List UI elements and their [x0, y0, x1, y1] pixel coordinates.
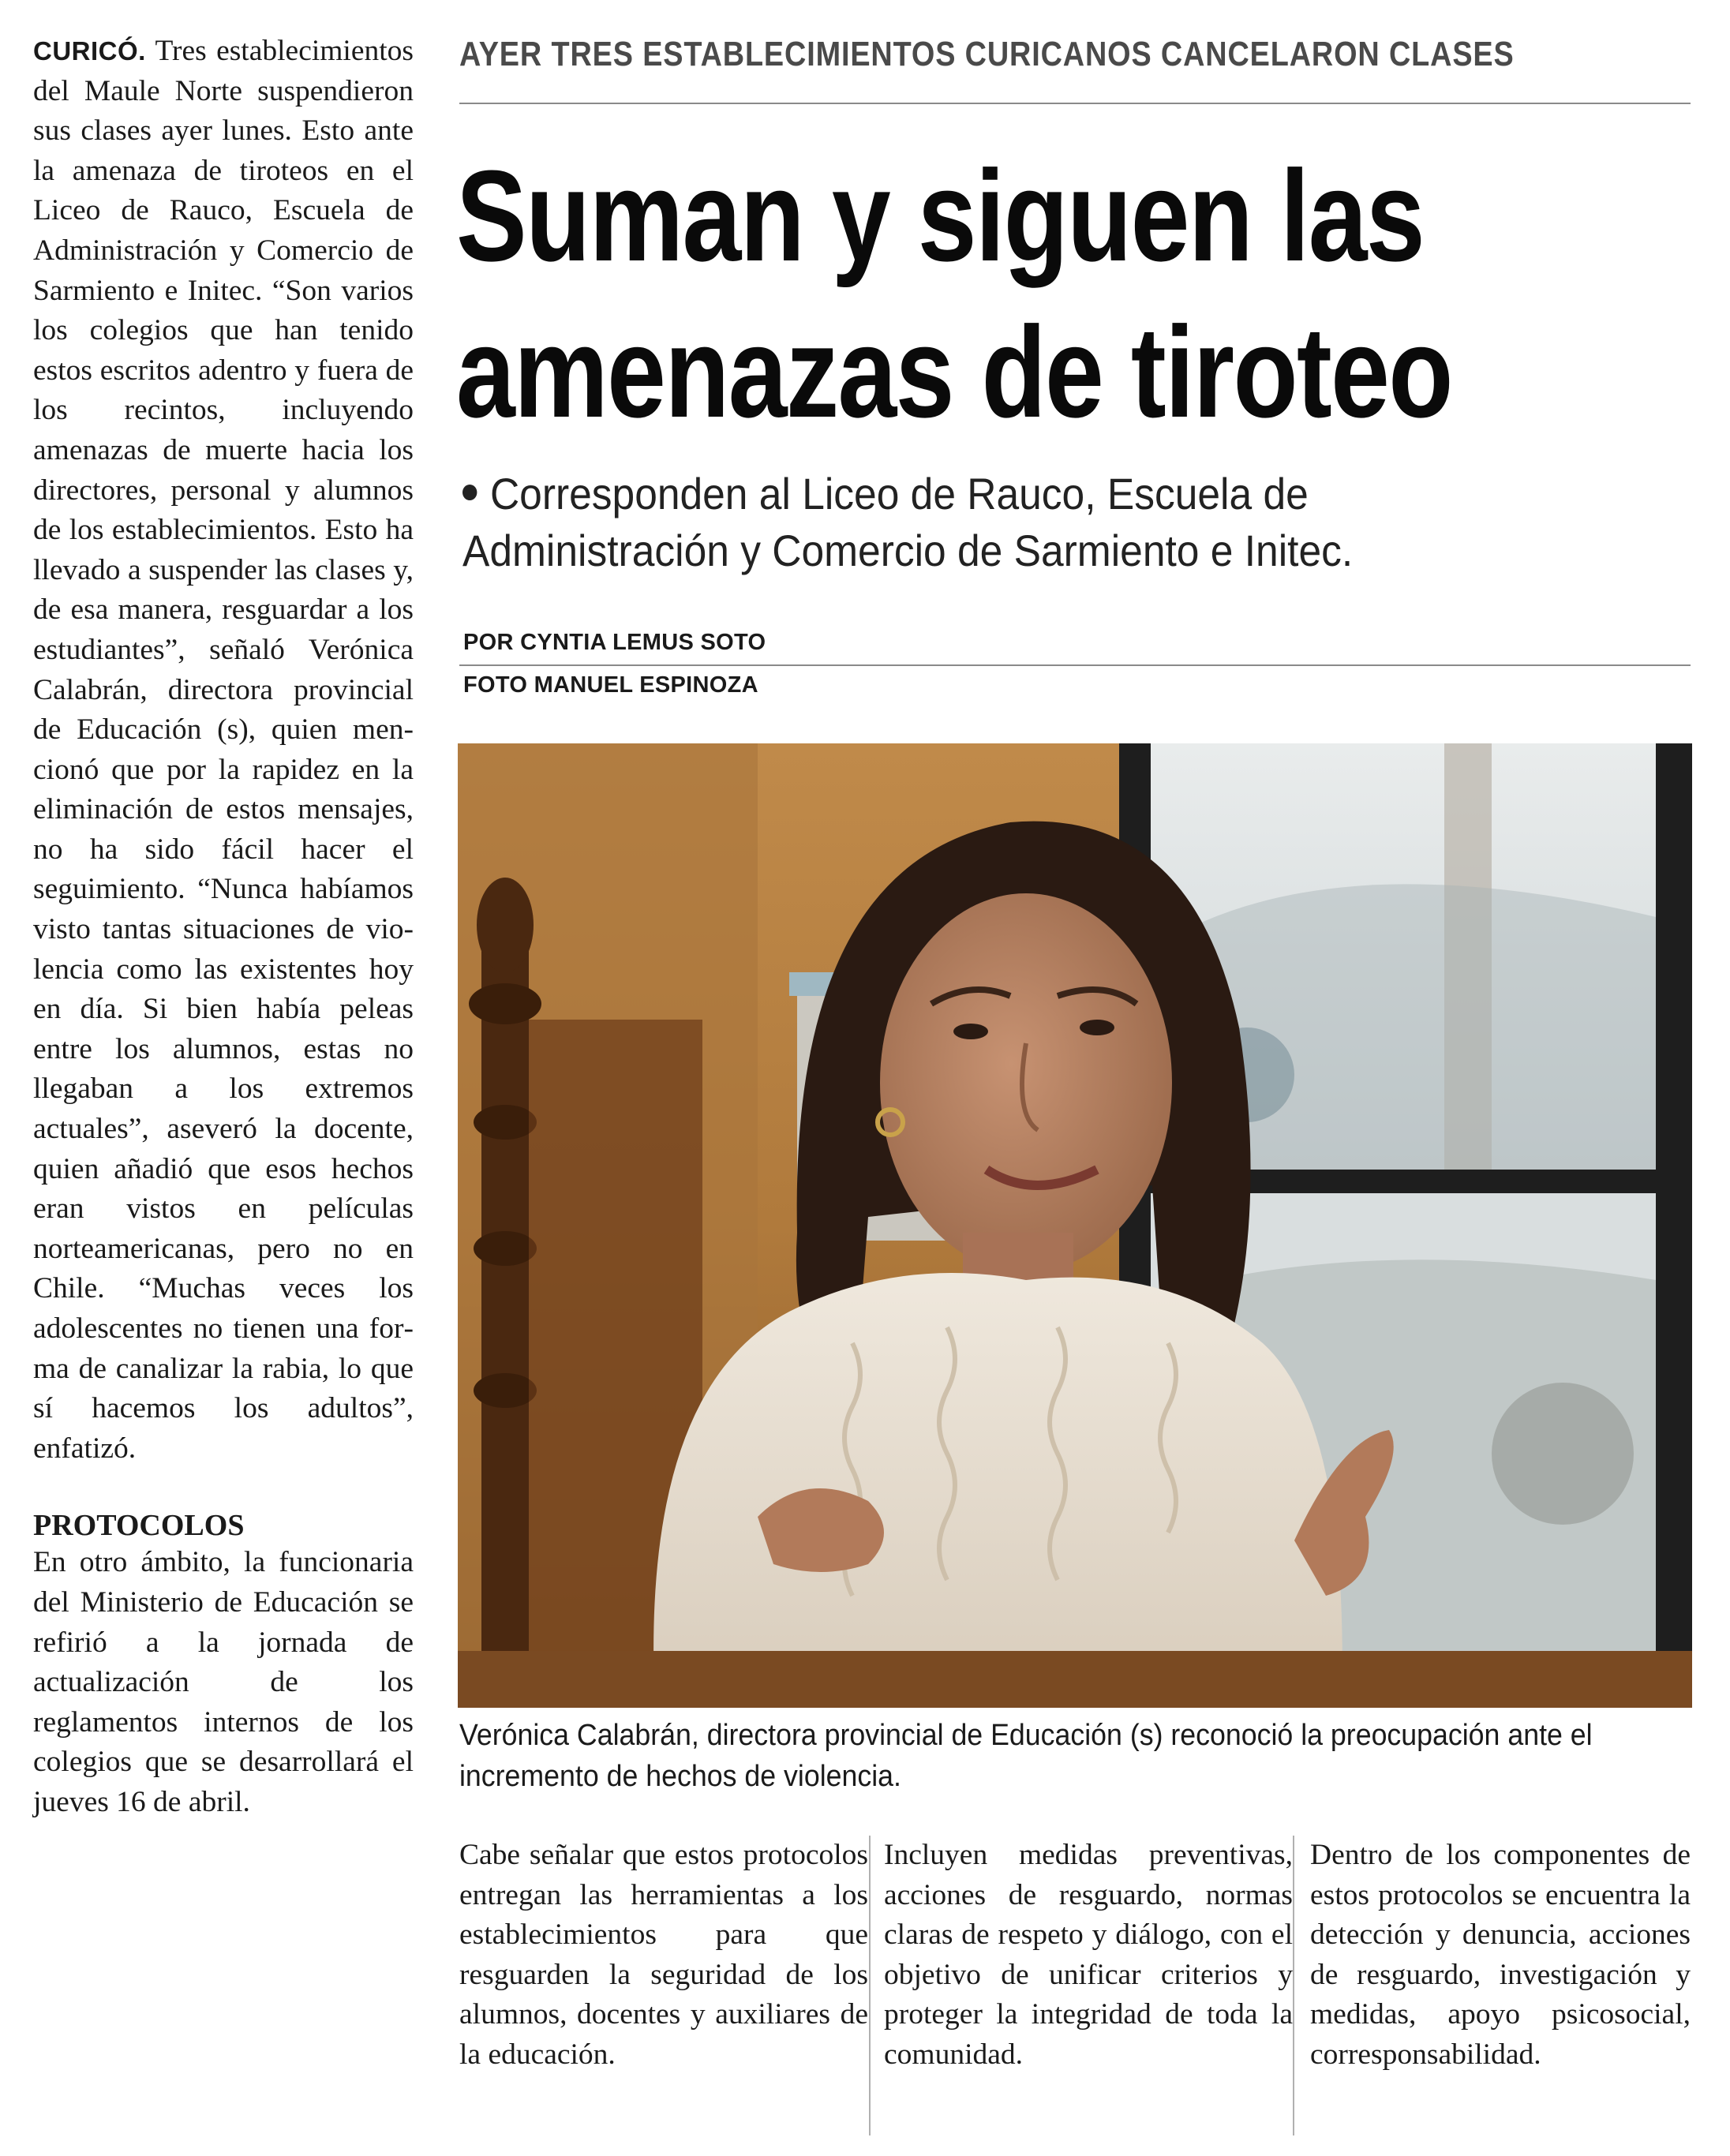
byline-author: POR CYNTIA LEMUS SOTO — [463, 630, 766, 655]
deck-line-2: Administración y Comercio de Sarmiento e Initec. — [462, 526, 1354, 575]
kicker-rule — [459, 103, 1691, 104]
lead-paragraph — [33, 32, 414, 1469]
bullet-icon — [462, 485, 477, 500]
photo-caption: Verónica Calabrán, directora provincial de Educación (s) reconoció la preocupación ante el incremento de hechos de violencia. — [459, 1719, 1593, 1793]
protocolos-paragraph: En otro ámbito, la funcionaria del Ministerio de Educación se refirió a la jornada de actualización de los reglamentos internos de los colegios que se desarrollará el jueves 16 de abril. — [33, 1546, 414, 1818]
photo-illustration — [458, 743, 1692, 1708]
article-photo — [458, 743, 1692, 1708]
column-divider-2 — [1293, 1836, 1294, 2135]
dateline-city: CURICÓ. — [33, 36, 146, 66]
deck-line-1: Corresponden al Liceo de Rauco, Escuela de — [489, 469, 1309, 518]
protocolos-subheading: PROTOCOLOS — [33, 1509, 245, 1543]
bottom-column-3: Dentro de los componentes de estos protocolos se encuentra la detección y denuncia, acciones de resguardo, investigación y medidas, apoyo psicosocial, corresponsabilidad. — [1310, 1839, 1691, 2071]
bottom-column-1: Cabe señalar que estos protocolos entregan las herramientas a los establecimientos para que resguarden la seguridad de los alumnos, docentes y auxiliares de la educación. — [459, 1839, 868, 2071]
headline-line-2: amenazas de tiroteo — [456, 300, 1452, 444]
left-column — [33, 32, 414, 1823]
byline-rule — [459, 664, 1691, 666]
headline-line-1: Suman y siguen las — [456, 144, 1425, 288]
bottom-column-2: Incluyen medidas preventivas, acciones de resguardo, normas claras de respeto y diálogo, con el objetivo de unificar criterios y proteger la integridad de toda la comunidad. — [884, 1839, 1293, 2071]
deck — [462, 466, 1624, 579]
kicker: AYER TRES ESTABLECIMIENTOS CURICANOS CANCELARON CLASES — [459, 35, 1515, 73]
lead-text: Tres establecimientos del Maule Norte suspendieron sus clases ayer lunes. Esto ante la amenaza de tiroteos en el Liceo de Rauco, Escuela de Administración y Comercio de Sarmiento e Initec. “Son varios los colegios que han tenido estos escritos adentro y fuera de los recintos, incluyendo amenazas de muerte hacia los directores, personal y alumnos de los establecimientos. Esto ha llevado a suspender las clases y, de esa manera, resguardar a los estudiantes”, señaló Verónica Calabrán, directora provincial de Educación (s), quien mencionó que por la rapidez en la eliminación de estos mensajes, no ha sido fácil hacer el seguimiento. “Nunca habíamos visto tantas situaciones de violencia como las existentes hoy en día. Si bien había peleas entre los alumnos, estas no llegaban a los extremos actuales”, aseveró la docente, quien añadió que esos hechos eran vistos en películas norteamericanas, pero no en Chile. “Muchas veces los adolescentes no tienen una forma de canalizar la rabia, lo que sí hacemos los adultos”, enfatizó. — [33, 35, 414, 1465]
byline-photo: FOTO MANUEL ESPINOZA — [463, 672, 758, 698]
headline — [456, 138, 1556, 451]
column-divider-1 — [869, 1836, 871, 2135]
